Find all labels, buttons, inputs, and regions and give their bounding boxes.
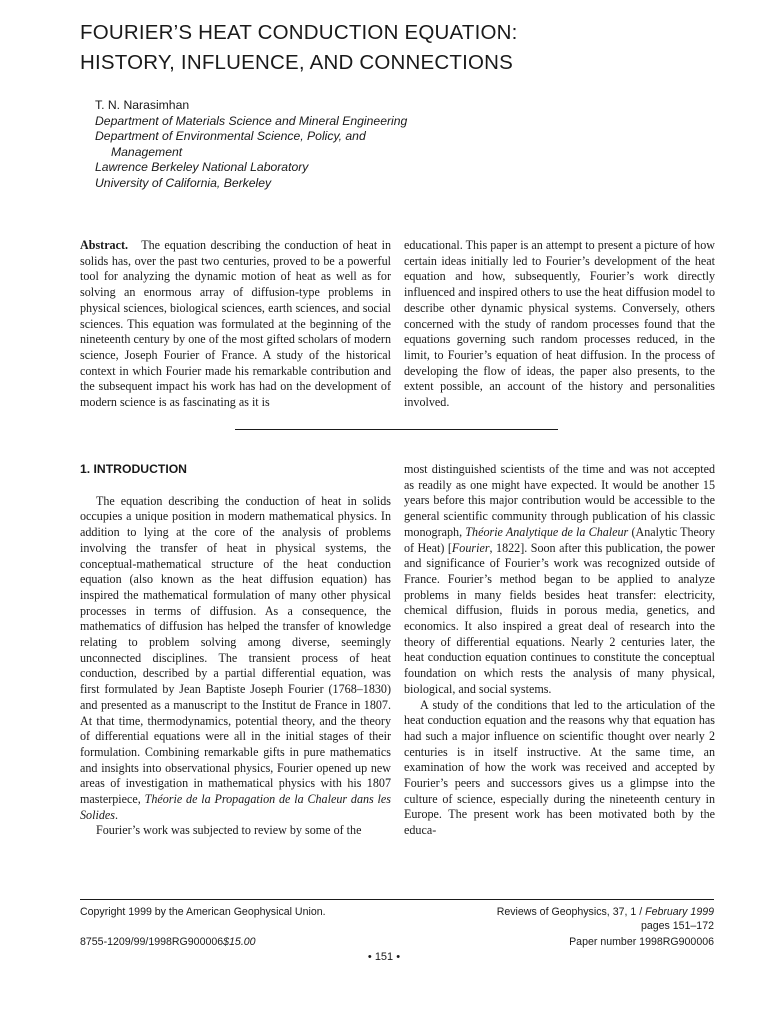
affiliation: Department of Materials Science and Mineral Engineering	[95, 113, 408, 128]
author-name: T. N. Narasimhan	[95, 98, 190, 112]
intro-p3-text-a: most distinguished scientists of the time and was not accepted as readily as one might have expected. It would be another 15 years before this major contribution would be accessible to the general scientific community through publication of his classic monograph,	[404, 462, 715, 539]
title-line-2: HISTORY, INFLUENCE, AND CONNECTIONS	[80, 51, 514, 74]
intro-left-column	[80, 462, 391, 839]
journal-name: Reviews of Geophysics, 37, 1 /	[496, 906, 646, 918]
intro-p1-text: The equation describing the conduction of heat in solids occupies a unique position in modern mathematical physics. In addition to lying at the core of the analysis of problems involving the transfer of heat in physical systems, the conceptual-mathematical structure of the heat conduction equation (also known as the heat diffusion equation) has inspired the mathematical formulation of many other physical processes in terms of diffusion. As a consequence, the mathematics of diffusion has helped the transfer of knowledge relating to problem solving among diverse, seemingly unconnected disciplines. The transient process of heat conduction, described by a partial differential equation, was first formulated by Jean Baptiste Joseph Fourier (1768–1830) and presented as a manuscript to the Institut de France in 1807. At that time, thermodynamics, potential theory, and the theory of differential equations were all in the initial stages of their formulation. Combining remarkable gifts in pure mathematics and insights into observational physics, Fourier opened up new areas of investigation in mathematical physics with his 1807 masterpiece,	[80, 493, 391, 807]
affiliation: University of California, Berkeley	[95, 175, 272, 190]
abstract-text-right: educational. This paper is an attempt to present a picture of how certain ideas initially led to Fourier’s development of the heat equation and how, subsequently, Fourier’s work directly influenced and inspired others to use the heat diffusion model to describe other dynamic physical systems. Conversely, others concerned with the study of random processes found that the equations governing such random processes reduced, in the limit, to Fourier’s equation of heat diffusion. In the process of developing the flow of ideas, the paper also presents, to the extent possible, an account of the history and personalities involved.	[404, 238, 715, 410]
intro-paragraph	[80, 494, 391, 824]
article-title	[80, 18, 720, 78]
footer-divider	[80, 899, 714, 900]
intro-p1-title: Théorie de la Propagation de la Chaleur dans les Solides	[80, 792, 391, 822]
journal-info	[497, 905, 714, 949]
intro-p3-book-title: Théorie Analytique de la Chaleur	[465, 524, 629, 539]
abstract-right-column	[404, 238, 715, 411]
page-number: • 151 •	[367, 951, 401, 963]
journal-date: February 1999	[645, 906, 714, 918]
intro-p1-end: .	[114, 807, 118, 822]
affiliation: Lawrence Berkeley National Laboratory	[95, 160, 309, 175]
section-divider	[235, 429, 558, 430]
page-range: pages 151–172	[640, 920, 714, 932]
paper-number: Paper number 1998RG900006	[569, 936, 714, 948]
abstract-left-column	[80, 238, 391, 411]
intro-paragraph-3	[404, 462, 715, 698]
title-line-1: FOURIER’S HEAT CONDUCTION EQUATION:	[80, 21, 518, 44]
intro-p3-text-b: (Analytic Theory of Heat) [	[404, 524, 715, 555]
intro-right-column	[404, 462, 715, 839]
article-code-line	[80, 935, 256, 949]
article-price: $15.00	[223, 936, 256, 948]
article-code: 8755-1209/99/1998RG900006	[80, 936, 224, 948]
section-heading: 1. INTRODUCTION	[80, 462, 187, 476]
abstract-text-left: The equation describing the conduction of heat in solids has, over the past two centuries, proved to be a powerful tool for analyzing the dynamic motion of heat as well as for solving an enormous array of diffusion-type problems in physical sciences, biological sciences, earth sciences, and social sciences. This equation was formulated at the beginning of the nineteenth century by one of the most gifted scholars of modern science, Joseph Fourier of France. A study of the historical context in which Fourier made his remarkable contribution and the subsequent impact his work has had on the development of modern science is as fascinating as it is	[80, 238, 391, 410]
intro-p3-citation-author: Fourier	[451, 540, 490, 555]
abstract-label: Abstract.	[80, 238, 129, 252]
journal-citation	[497, 905, 714, 919]
intro-paragraph-4: A study of the conditions that led to the articulation of the heat conduction equation and the reasons why that equation has had such a major influence on scientific thought over nearly 2 centuries is in itself instructive. At the same time, an examination of how the work was received and accepted by Fourier’s peers and successors gives us a glimpse into the culture of science, especially during the nineteenth century in Europe. The present work has been motivated both by the educa-	[404, 697, 715, 838]
intro-paragraph-2: Fourier’s work was subjected to review by some of the	[96, 823, 362, 838]
intro-p3-text-c: , 1822]. Soon after this publication, the power and significance of Fourier’s work was recognized outside of France. Fourier’s method began to be applied to analyze problems in many fields besides heat transfer: electricity, chemical diffusion, fluids in porous media, genetics, and economics. It also inspired a great deal of research into the theory of differential equations. Nearly 2 centuries later, the heat conduction equation continues to constitute the conceptual foundation on which rests the analysis of many physical, biological, and social systems.	[404, 540, 715, 696]
copyright-line: Copyright 1999 by the American Geophysical Union.	[80, 906, 326, 918]
author-block	[95, 98, 425, 192]
affiliation: Department of Environmental Science, Policy, and Management	[95, 129, 366, 159]
